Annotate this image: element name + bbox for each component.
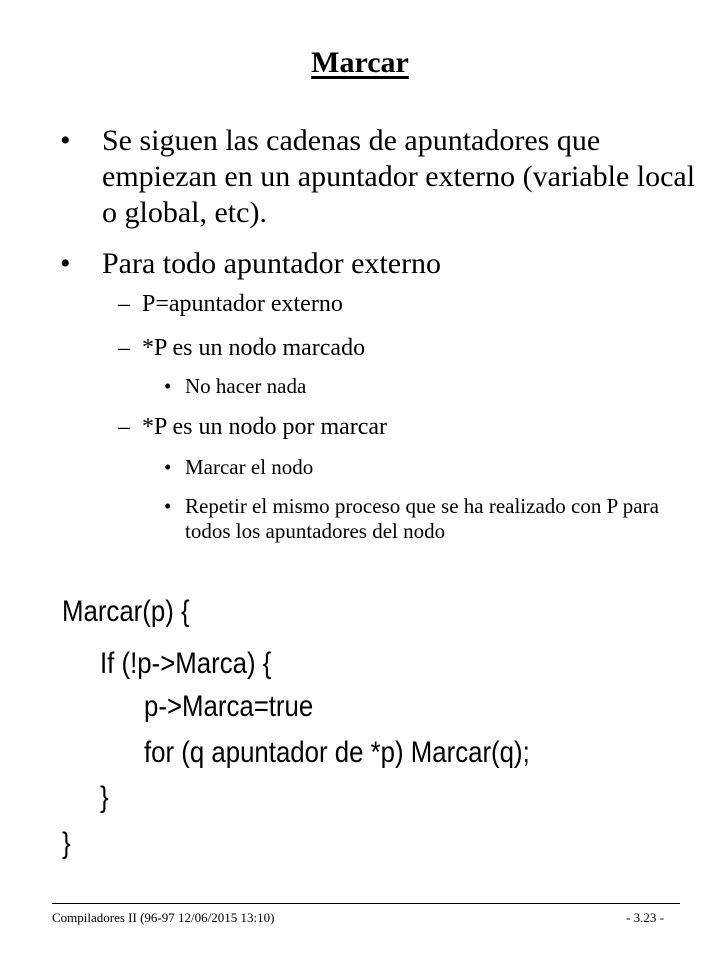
sub-sub-item-text: Repetir el mismo proceso que se ha realizado con P para todos los apuntadores del nodo [185,494,659,543]
bullet-mark: • [164,374,172,398]
footer-divider [52,903,680,904]
page-number: - 3.23 - [626,910,664,925]
bullet-text: Se siguen las cadenas de apuntadores que empiezan en un apuntador externo (variable local o global, etc). [102,124,696,229]
dash-mark: – [118,335,130,361]
code-line: } [100,781,109,814]
sub-sub-item-text: No hacer nada [185,374,307,398]
sub-sub-item-text: Marcar el nodo [185,455,314,479]
sub-item-text: *P es un nodo por marcar [142,414,388,440]
bullet-mark: • [164,494,172,518]
bullet-mark: • [164,455,172,479]
sub-item-text: *P es un nodo marcado [142,335,366,361]
slide-title: Marcar [311,46,409,79]
code-line: If (!p->Marca) { [100,647,272,680]
bullet-text: Para todo apuntador externo [102,247,442,280]
code-line: for (q apuntador de *p) Marcar(q); [144,736,530,769]
bullet-mark: • [60,124,71,157]
sub-item-text: P=apuntador externo [142,291,343,317]
dash-mark: – [118,291,130,317]
code-line: Marcar(p) { [62,595,190,628]
dash-mark: – [118,414,130,440]
footer-course-info: Compiladores II (96-97 12/06/2015 13:10) [52,910,275,925]
bullet-mark: • [60,247,71,280]
code-line: } [62,827,71,860]
code-line: p->Marca=true [144,690,314,723]
